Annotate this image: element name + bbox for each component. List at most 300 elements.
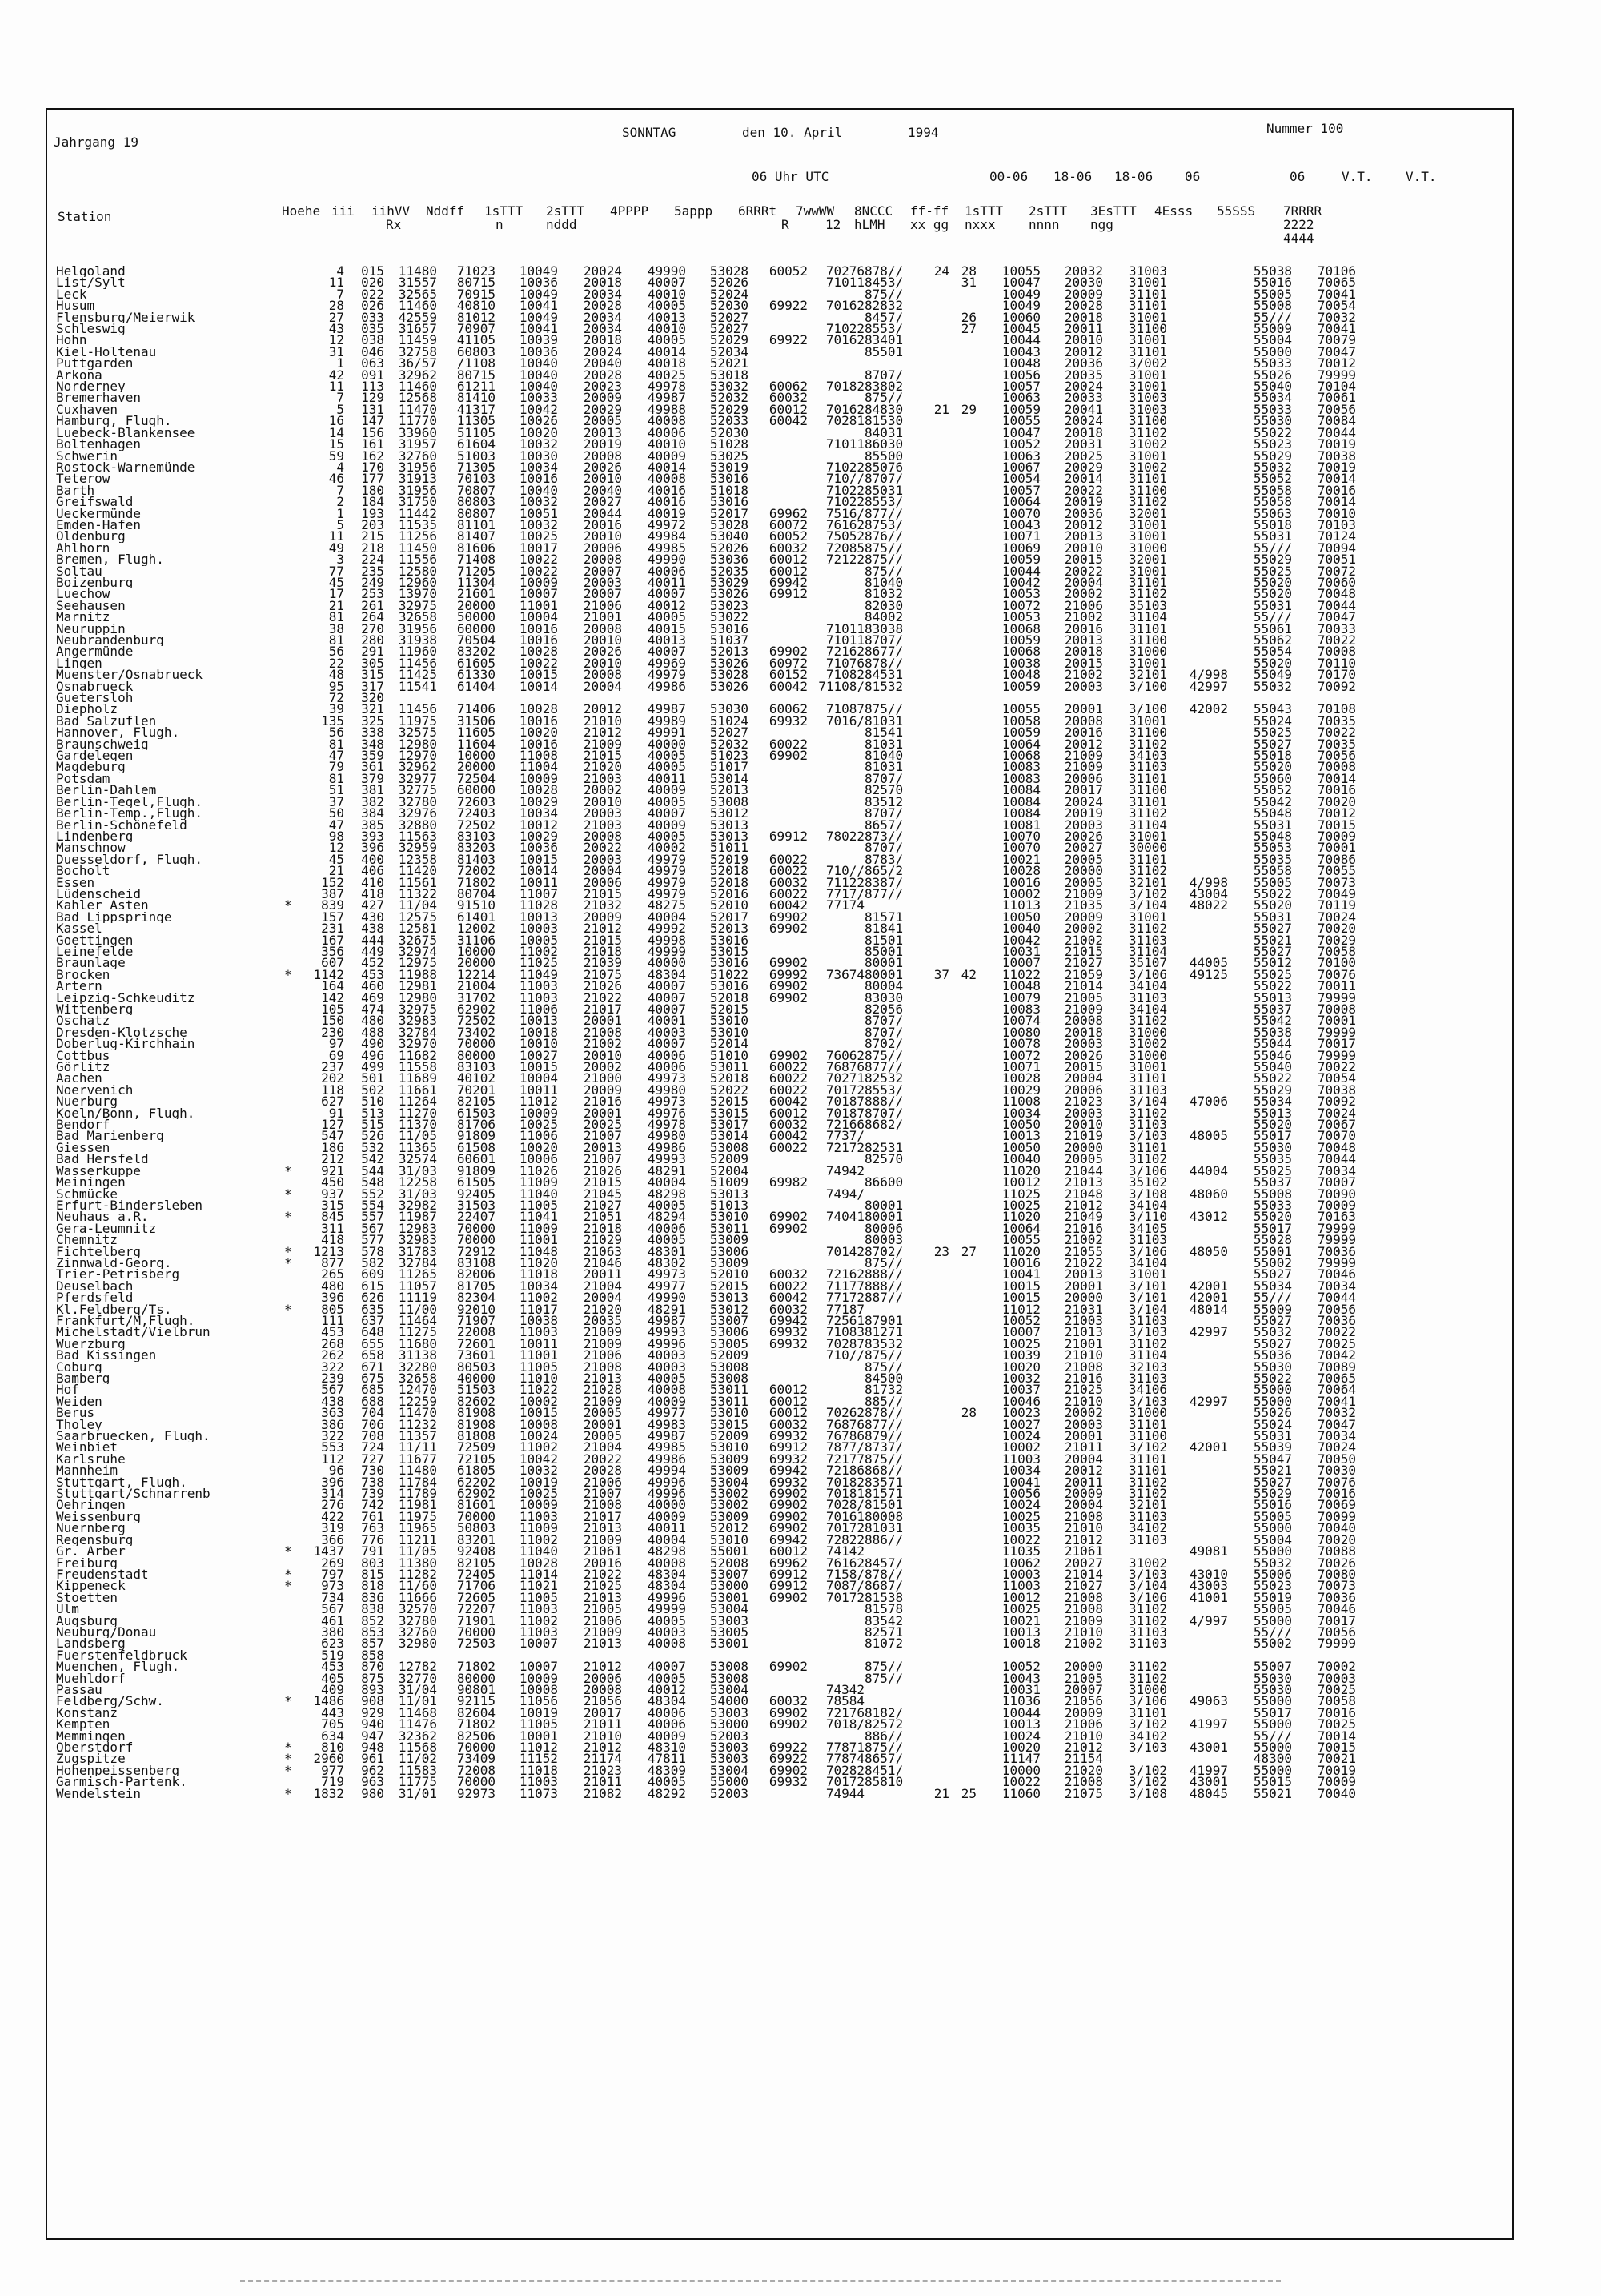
gust-period-cell	[949, 1050, 977, 1062]
weather-cell: 72162	[825, 646, 865, 658]
tendency-cell: 53000	[709, 1719, 748, 1731]
gust-cell	[921, 1073, 949, 1084]
min-temp-cell	[1041, 1650, 1103, 1661]
tendency-cell: 53012	[709, 808, 748, 820]
iihvv-cell: 11775	[398, 1776, 437, 1788]
pressure-cell: 40006	[647, 1707, 686, 1720]
tendency-cell: 53026	[709, 680, 748, 693]
table-row	[56, 347, 1356, 358]
nddff-cell: 81101	[456, 519, 496, 532]
gust-cell	[921, 1027, 949, 1038]
cloud-cell: 8783/	[865, 853, 904, 866]
ground-temp-cell: 32103	[1128, 1361, 1167, 1373]
gust-period-cell	[949, 381, 977, 392]
max-temp-cell: 10062	[1001, 1557, 1041, 1569]
gust-period-cell	[949, 1742, 977, 1753]
mountain-station-marker	[280, 831, 296, 842]
snow-state-cell	[1167, 496, 1228, 508]
tendency-cell: 52032	[709, 738, 748, 751]
dewpoint-cell: 21010	[583, 1730, 622, 1742]
mountain-station-marker	[280, 1004, 296, 1015]
precip-total-cell: 70041	[1317, 1395, 1356, 1408]
tendency-cell: 53008	[709, 1661, 748, 1673]
snow-depth-cell: 55000	[1253, 1764, 1292, 1777]
precip-total-cell: 70110	[1317, 657, 1356, 670]
dewpoint-cell: 20019	[583, 439, 622, 451]
gust-period-cell	[949, 1638, 977, 1649]
cloud-cell: 82571	[865, 1626, 904, 1639]
snow-depth-cell: 55031	[1253, 911, 1292, 924]
column-header-nddff: Nddff	[426, 203, 465, 219]
snow-depth-cell: 55040	[1253, 1062, 1292, 1074]
hoehe-cell: 480	[321, 1280, 344, 1293]
nddff-cell: 73402	[456, 1026, 496, 1039]
gust-cell	[921, 1177, 949, 1188]
station-name-cell: Boltenhagen	[56, 439, 141, 451]
min-temp-cell: 20012	[1064, 738, 1103, 751]
dewpoint-cell: 21008	[583, 1026, 622, 1039]
cloud-cell: 80003	[865, 1234, 904, 1246]
mountain-station-marker	[280, 842, 296, 853]
ground-temp-cell: 31100	[1128, 484, 1167, 497]
gust-period-cell	[949, 912, 977, 923]
snow-state-cell: 4/998	[1189, 877, 1228, 889]
dewpoint-cell: 21001	[583, 612, 622, 624]
table-row	[56, 335, 1356, 346]
temperature-cell: 10028	[519, 704, 558, 716]
max-temp-cell: 11060	[1001, 1788, 1041, 1800]
cloud-cell: 84002	[865, 612, 904, 624]
period-label-4: 06	[1185, 169, 1201, 184]
mountain-station-marker	[280, 300, 296, 311]
precip-total-cell: 70092	[1317, 680, 1356, 693]
iihvv-cell: 36/57	[398, 358, 437, 370]
tendency-cell: 51022	[709, 969, 748, 981]
snow-state-cell: 42997	[1189, 680, 1228, 693]
cloud-cell: 886//	[865, 1534, 904, 1547]
station-name-cell: Muenchen, Flugh.	[56, 1661, 180, 1673]
precip-total-cell: 70076	[1317, 969, 1356, 981]
hoehe-cell: 567	[321, 1604, 344, 1616]
snow-state-cell	[1167, 600, 1228, 612]
station-name-cell: Giessen	[56, 1142, 110, 1154]
max-temp-cell: 10013	[1001, 1626, 1041, 1639]
dewpoint-cell: 21012	[583, 923, 622, 935]
station-index-cell: 147	[361, 415, 384, 427]
precip-total-cell: 70022	[1317, 1062, 1356, 1074]
hoehe-cell: 805	[321, 1303, 344, 1315]
station-index-cell: 280	[361, 635, 384, 647]
iihvv-cell: 11988	[398, 969, 437, 981]
dewpoint-cell: 20034	[583, 323, 622, 335]
pressure-cell: 49987	[647, 1315, 686, 1327]
precip-cell	[748, 462, 808, 473]
cloud-cell: 8553/	[865, 1084, 904, 1097]
weather-cell: 7028/	[825, 1499, 865, 1511]
ground-temp-cell: 3/101	[1128, 1292, 1167, 1304]
snow-depth-cell: 55005	[1253, 1511, 1292, 1523]
snow-state-cell	[1167, 923, 1228, 934]
snow-depth-cell: 55020	[1253, 1211, 1292, 1223]
max-temp-cell: 10063	[1001, 392, 1041, 404]
snow-depth-cell: 55058	[1253, 865, 1292, 877]
snow-depth-cell: 55008	[1253, 1188, 1292, 1200]
precip-total-cell: 70060	[1317, 576, 1356, 589]
snow-state-cell	[1167, 912, 1228, 923]
gust-cell	[921, 831, 949, 842]
hoehe-cell: 4	[336, 266, 344, 278]
table-row	[56, 1177, 1356, 1188]
precip-cell: 60052	[768, 266, 808, 278]
station-index-cell: 499	[361, 1062, 384, 1074]
snow-depth-cell: 55032	[1253, 461, 1292, 474]
iihvv-cell: 32570	[398, 1604, 437, 1616]
snow-state-cell: 42001	[1189, 1280, 1228, 1293]
snow-depth-cell: 55036	[1253, 1350, 1292, 1362]
precip-total-cell: 70009	[1317, 830, 1356, 843]
dewpoint-cell: 21012	[583, 1661, 622, 1673]
ground-temp-cell: 31002	[1128, 461, 1167, 474]
precip-cell: 69932	[768, 1338, 808, 1351]
ground-temp-cell: 3/002	[1128, 358, 1167, 370]
snow-depth-cell: 55020	[1253, 900, 1292, 912]
precip-total-cell: 70036	[1317, 1592, 1356, 1604]
iihvv-cell: 11661	[398, 1084, 437, 1097]
ground-temp-cell: 31103	[1128, 1511, 1167, 1523]
dewpoint-cell: 20005	[583, 1407, 622, 1419]
cloud-cell: 875//	[865, 542, 904, 555]
min-temp-cell: 20001	[1064, 1431, 1103, 1443]
station-index-cell: 215	[361, 531, 384, 543]
station-index-cell: 742	[361, 1499, 384, 1511]
cloud-cell: 83401	[865, 335, 904, 347]
dewpoint-cell: 21006	[583, 1476, 622, 1489]
gust-cell	[921, 935, 949, 946]
hoehe-cell: 47	[328, 819, 344, 831]
nddff-cell: 81908	[456, 1407, 496, 1419]
station-index-cell: 526	[361, 1130, 384, 1142]
table-row	[56, 1558, 1356, 1569]
gust-period-cell	[949, 1339, 977, 1350]
mountain-station-marker	[280, 1350, 296, 1361]
snow-state-cell: 41001	[1189, 1592, 1228, 1604]
gust-cell	[921, 785, 949, 796]
iihvv-cell: 32980	[398, 1638, 437, 1650]
weather-cell: 78022	[825, 830, 865, 843]
station-index-cell: 156	[361, 427, 384, 440]
snow-depth-cell: 55027	[1253, 738, 1292, 751]
temperature-cell: 11152	[519, 1753, 558, 1765]
mountain-station-marker	[280, 1130, 296, 1142]
tendency-cell: 52021	[709, 358, 748, 370]
mountain-station-marker	[280, 1511, 296, 1523]
hoehe-cell: 79	[328, 761, 344, 773]
iihvv-cell: 11119	[398, 1292, 437, 1304]
weather-cell	[808, 854, 865, 865]
snow-state-cell	[1167, 797, 1228, 808]
temperature-cell: 10032	[519, 519, 558, 532]
station-index-cell: 325	[361, 715, 384, 728]
table-row	[56, 785, 1356, 796]
station-name-cell: Brocken	[56, 969, 110, 981]
precip-total-cell: 70041	[1317, 323, 1356, 335]
ground-temp-cell: 32001	[1128, 508, 1167, 520]
gust-cell	[921, 588, 949, 600]
station-name-cell: Osnabrueck	[56, 680, 134, 693]
hoehe-cell: 69	[328, 1050, 344, 1062]
snow-state-cell	[1167, 392, 1228, 403]
precip-total-cell: 70048	[1317, 1142, 1356, 1154]
nddff-cell: 80000	[456, 1050, 496, 1062]
precip-total-cell: 70092	[1317, 1096, 1356, 1108]
precip-total-cell: 70106	[1317, 266, 1356, 278]
gust-cell	[921, 1592, 949, 1604]
precip-cell: 69942	[768, 1534, 808, 1547]
iihvv-cell: 11556	[398, 554, 437, 566]
precip-total-cell: 70099	[1317, 1511, 1356, 1523]
gust-period-cell	[949, 1511, 977, 1523]
precip-cell	[748, 451, 808, 462]
station-name-cell: Bremerhaven	[56, 392, 141, 404]
precip-cell	[748, 1362, 808, 1373]
gust-period-cell	[949, 1719, 977, 1730]
gust-cell	[921, 451, 949, 462]
pressure-cell: 49984	[647, 531, 686, 543]
gust-cell	[921, 531, 949, 542]
ground-temp-cell: 31103	[1128, 1315, 1167, 1327]
dewpoint-cell: 21075	[583, 969, 622, 981]
weather-cell	[808, 842, 865, 853]
tendency-cell: 53028	[709, 669, 748, 681]
precip-total-cell: 70016	[1317, 785, 1356, 797]
mountain-station-marker: *	[284, 1788, 292, 1800]
gust-cell	[921, 1708, 949, 1719]
max-temp-cell: 10063	[1001, 450, 1041, 462]
dewpoint-cell: 21039	[583, 957, 622, 969]
gust-cell	[921, 1350, 949, 1361]
cloud-cell: 84830	[865, 403, 904, 416]
mountain-station-marker	[280, 1477, 296, 1488]
temperature-cell: 11005	[519, 1199, 558, 1212]
tendency-cell: 53010	[709, 1211, 748, 1223]
station-name-cell: Augsburg	[56, 1615, 118, 1627]
table-row	[56, 588, 1356, 600]
temperature-cell: 10040	[519, 381, 558, 393]
precip-cell: 60042	[768, 1130, 808, 1142]
temperature-cell: 10004	[519, 612, 558, 624]
snow-depth-cell: 55027	[1253, 1338, 1292, 1351]
snow-depth-cell: 55060	[1253, 773, 1292, 785]
hoehe-cell: 7	[336, 484, 344, 497]
iihvv-cell: 11/00	[398, 1303, 437, 1315]
weather-cell: 72186	[825, 1465, 865, 1477]
min-temp-cell: 20003	[1064, 680, 1103, 693]
temperature-cell: 11025	[519, 957, 558, 969]
observation-time: 06 Uhr UTC	[752, 169, 829, 184]
station-index-cell: 961	[361, 1753, 384, 1765]
tendency-cell: 53004	[709, 1764, 748, 1777]
tendency-cell: 53029	[709, 576, 748, 589]
iihvv-cell: 11/05	[398, 1546, 437, 1558]
table-row	[56, 404, 1356, 415]
table-row	[56, 1211, 1356, 1222]
dewpoint-cell: 20025	[583, 1119, 622, 1131]
max-temp-cell: 10002	[1001, 1442, 1041, 1454]
station-index-cell: 567	[361, 1222, 384, 1235]
station-name-cell: Coburg	[56, 1361, 102, 1373]
tendency-cell: 53008	[709, 1373, 748, 1385]
cloud-cell	[865, 358, 921, 369]
temperature-cell: 10015	[519, 1062, 558, 1074]
precip-cell	[748, 946, 808, 957]
dewpoint-cell: 20028	[583, 1465, 622, 1477]
station-index-cell: 385	[361, 819, 384, 831]
gust-cell	[921, 485, 949, 496]
weather-cell: 78584	[825, 1696, 865, 1708]
temperature-cell: 11001	[519, 600, 558, 612]
min-temp-cell: 20000	[1064, 1142, 1103, 1154]
subheader-nddd: nddd	[546, 217, 577, 232]
temperature-cell: 10011	[519, 1084, 558, 1097]
precip-total-cell: 70084	[1317, 415, 1356, 427]
snow-depth-cell: 55049	[1253, 669, 1292, 681]
pressure-cell: 49999	[647, 945, 686, 958]
min-temp-cell: 20033	[1064, 392, 1103, 404]
tendency-cell: 53026	[709, 588, 748, 600]
weather-cell	[808, 588, 865, 600]
table-row	[56, 1627, 1356, 1638]
nddff-cell: 62902	[456, 1488, 496, 1500]
dewpoint-cell: 21008	[583, 1361, 622, 1373]
max-temp-cell: 10016	[1001, 877, 1041, 889]
min-temp-cell	[1041, 692, 1103, 704]
nddff-cell: 20000	[456, 600, 496, 612]
pressure-cell: 49987	[647, 392, 686, 404]
station-index-cell: 688	[361, 1395, 384, 1408]
nddff-cell: 40000	[456, 1373, 496, 1385]
snow-depth-cell: 55015	[1253, 1776, 1292, 1788]
nddff-cell: /1108	[456, 358, 496, 370]
hoehe-cell: 269	[321, 1557, 344, 1569]
nddff-cell: 50000	[456, 612, 496, 624]
gust-cell	[921, 289, 949, 300]
snow-state-cell: 42997	[1189, 1395, 1228, 1408]
precip-cell: 69902	[768, 957, 808, 969]
nddff-cell: 92408	[456, 1546, 496, 1558]
ground-temp-cell: 31001	[1128, 277, 1167, 289]
precip-cell: 69992	[768, 969, 808, 981]
gust-period-cell	[949, 554, 977, 565]
table-row	[56, 1154, 1356, 1165]
ground-temp-cell: 32101	[1128, 1499, 1167, 1511]
station-index-cell: 635	[361, 1303, 384, 1315]
hoehe-cell: 627	[321, 1096, 344, 1108]
station-index-cell: 026	[361, 300, 384, 312]
hoehe-cell: 186	[321, 1142, 344, 1154]
gust-cell	[921, 1419, 949, 1431]
snow-depth-cell: 55000	[1253, 1719, 1292, 1731]
weather-cell	[808, 347, 865, 358]
gust-period-cell	[949, 1004, 977, 1015]
pressure-cell: 49977	[647, 1280, 686, 1293]
gust-cell	[921, 1580, 949, 1592]
ground-temp-cell: 31103	[1128, 1373, 1167, 1385]
snow-depth-cell: 55005	[1253, 288, 1292, 301]
precip-total-cell: 70080	[1317, 1568, 1356, 1581]
table-row	[56, 1130, 1356, 1142]
weather-cell	[808, 312, 865, 323]
mountain-station-marker	[280, 797, 296, 808]
min-temp-cell: 20001	[1064, 704, 1103, 716]
ground-temp-cell: 31104	[1128, 612, 1167, 624]
gust-cell	[921, 1015, 949, 1026]
pressure-cell: 40005	[647, 300, 686, 312]
mountain-station-marker: *	[284, 1303, 292, 1315]
column-header-1sttt: 1sTTT	[484, 203, 524, 219]
nddff-cell: 83103	[456, 1062, 496, 1074]
gust-period-cell	[949, 1166, 977, 1177]
iihvv-cell	[384, 1650, 437, 1661]
station-name-cell: Weinbiet	[56, 1442, 118, 1454]
iihvv-cell: 32775	[398, 785, 437, 797]
nddff-cell: 70907	[456, 323, 496, 335]
ground-temp-cell: 31101	[1128, 796, 1167, 809]
temperature-cell: 11003	[519, 981, 558, 993]
weather-cell: 77187	[825, 1303, 865, 1315]
gust-period-cell	[949, 1696, 977, 1707]
cloud-cell: 875//	[865, 704, 904, 716]
cloud-cell: 878//	[865, 1568, 904, 1581]
cloud-cell: 8707/	[865, 773, 904, 785]
precip-cell	[748, 1373, 808, 1384]
ground-temp-cell: 31101	[1128, 1453, 1167, 1466]
pressure-cell: 40016	[647, 496, 686, 508]
hoehe-cell: 453	[321, 1661, 344, 1673]
table-row	[56, 957, 1356, 969]
precip-total-cell: 70042	[1317, 1350, 1356, 1362]
pressure-cell: 40005	[647, 1615, 686, 1627]
station-name-cell: Potsdam	[56, 773, 110, 785]
snow-state-cell	[1167, 277, 1228, 288]
dewpoint-cell: 21006	[583, 600, 622, 612]
precip-cell: 69902	[768, 1719, 808, 1731]
precip-total-cell: 70038	[1317, 1084, 1356, 1097]
table-row	[56, 1719, 1356, 1730]
hoehe-cell: 977	[321, 1764, 344, 1777]
dewpoint-cell: 20022	[583, 1453, 622, 1466]
ground-temp-cell: 31104	[1128, 945, 1167, 958]
table-row	[56, 1038, 1356, 1050]
hoehe-cell: 81	[328, 738, 344, 751]
cloud-cell	[865, 1546, 921, 1557]
tendency-cell: 53036	[709, 554, 748, 566]
weather-cell	[808, 1154, 865, 1165]
dewpoint-cell: 21025	[583, 1580, 622, 1592]
tendency-cell: 52026	[709, 277, 748, 289]
gust-period-cell	[949, 808, 977, 819]
iihvv-cell: 31783	[398, 1246, 437, 1258]
hoehe-cell: 46	[328, 473, 344, 485]
mountain-station-marker	[280, 1096, 296, 1107]
snow-depth-cell: 55053	[1253, 842, 1292, 854]
gust-period-cell	[949, 1442, 977, 1453]
subheader-n: n	[496, 217, 504, 232]
snow-state-cell	[1167, 427, 1228, 439]
tendency-cell: 53002	[709, 1488, 748, 1500]
temperature-cell: 10036	[519, 346, 558, 359]
dewpoint-cell: 20044	[583, 508, 622, 520]
nddff-cell: 92973	[456, 1788, 496, 1800]
